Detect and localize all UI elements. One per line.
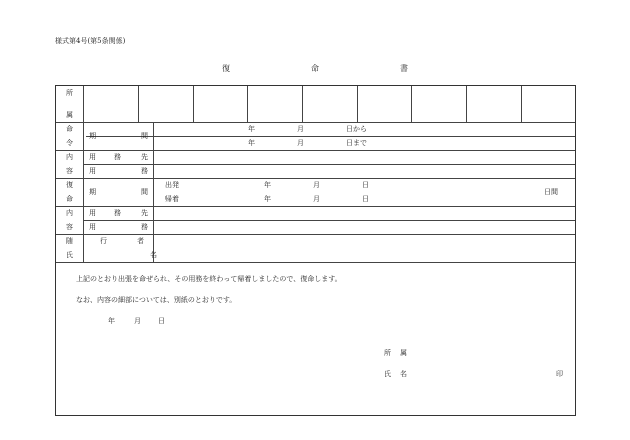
order-period-day-from: 日から [346,125,367,133]
destination-label-5: 務 [114,209,121,217]
report-label-1: 復 [66,181,73,189]
content-label-2: 容 [66,167,73,175]
destination-label-1: 用 [89,153,96,161]
days-label: 日間 [544,188,558,196]
seal-mark: 印 [556,370,563,378]
report-period-label-2: 間 [141,188,148,196]
col-divider [138,86,139,122]
order-label-2: 令 [66,139,73,147]
content-label-3: 内 [66,209,73,217]
period-label-2: 間 [141,132,148,140]
title-char-3: 書 [400,64,408,73]
return-day: 日 [362,195,369,203]
col-divider [83,86,84,122]
statement-day: 日 [158,317,165,325]
order-period-month-2: 月 [297,139,304,147]
destination-label-2: 務 [114,153,121,161]
order-period-year: 年 [248,125,255,133]
col-divider [193,86,194,122]
row-divider [84,220,575,221]
report-label-2: 命 [66,195,73,203]
business-label-4: 務 [141,223,148,231]
statement-year: 年 [108,317,115,325]
report-form [55,85,576,416]
companion-name-label-1: 氏 [66,251,73,259]
departure-year: 年 [264,181,271,189]
content-label-4: 容 [66,223,73,231]
row-divider [56,262,575,263]
period-label-1: 期 [89,132,96,140]
signature-name-1: 氏 [384,370,391,378]
title-char-1: 復 [222,64,230,73]
order-period-day-until: 日まで [346,139,367,147]
companion-label-2: 行 [100,237,107,245]
row-divider [56,150,575,151]
title-char-2: 命 [311,64,319,73]
signature-affiliation-2: 属 [400,349,407,357]
statement-line-1: 上記のとおり出張を命ぜられ、その用務を終わって帰着しましたので、復命します。 [76,275,342,283]
business-label-1: 用 [89,167,96,175]
col-divider [302,86,303,122]
order-period-year-2: 年 [248,139,255,147]
row-divider [56,206,575,207]
col-divider [466,86,467,122]
report-period-label-1: 期 [89,188,96,196]
departure-month: 月 [313,181,320,189]
companion-name-label-2: 名 [150,251,157,259]
row-divider [56,178,575,179]
row-divider [84,164,575,165]
order-label-1: 命 [66,125,73,133]
destination-label-3: 先 [141,153,148,161]
companion-label-1: 随 [66,237,73,245]
row-divider [56,234,575,235]
destination-label-6: 先 [141,209,148,217]
departure-day: 日 [362,181,369,189]
content-label-1: 内 [66,153,73,161]
col-divider [83,122,84,262]
row-divider [86,136,575,137]
affiliation-label-1: 所 [66,89,73,97]
form-number: 様式第4号(第5条関係) [55,37,126,45]
affiliation-label-2: 属 [66,111,73,119]
business-label-2: 務 [141,167,148,175]
return-year: 年 [264,195,271,203]
business-label-3: 用 [89,223,96,231]
return-month: 月 [313,195,320,203]
companion-label-3: 者 [137,237,144,245]
destination-label-4: 用 [89,209,96,217]
statement-line-2: なお、内容の細部については、別紙のとおりです。 [76,296,237,304]
statement-month: 月 [134,317,141,325]
col-divider [521,86,522,122]
signature-affiliation-1: 所 [384,349,391,357]
order-period-month: 月 [297,125,304,133]
col-divider [411,86,412,122]
signature-name-2: 名 [400,370,407,378]
row-divider [56,122,575,123]
col-divider [153,122,154,262]
departure-label: 出発 [165,181,179,189]
col-divider [247,86,248,122]
col-divider [357,86,358,122]
return-label: 帰着 [165,195,179,203]
